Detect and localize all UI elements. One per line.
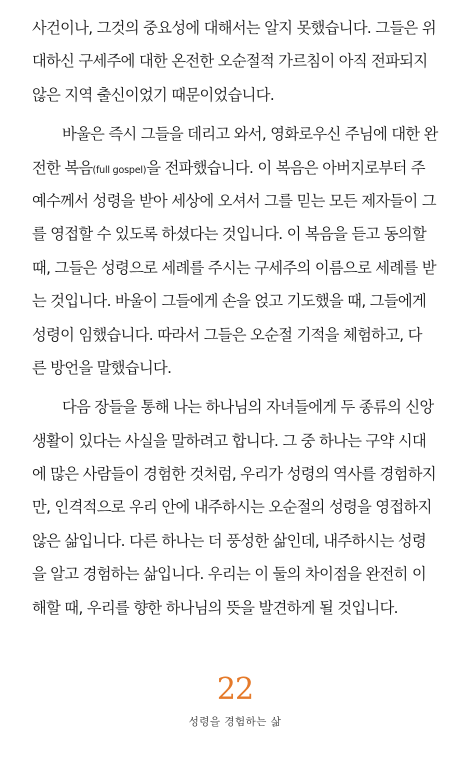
text-line: 성령이 임했습니다. 따라서 그들은 오순절 기적을 체험하고, 다 <box>32 325 422 344</box>
english-annotation: (full gospel) <box>92 164 147 176</box>
text-segment: 전한 복음 <box>32 158 93 177</box>
text-line: 만, 인격적으로 우리 안에 내주하시는 오순절의 성령을 영접하지 <box>32 498 432 517</box>
paragraph-3 <box>32 391 446 625</box>
paragraph-1 <box>32 12 446 112</box>
text-line: 다음 장들을 통해 나는 하나님의 자녀들에게 두 종류의 신앙 <box>62 398 434 417</box>
text-line: 않은 삶입니다. 다른 하나는 더 풍성한 삶인데, 내주하시는 성령 <box>32 531 427 550</box>
running-title: 성령을 경험하는 삶 <box>188 716 282 728</box>
text-line: 않은 지역 출신이었기 때문이었습니다. <box>32 85 275 104</box>
page-number: 22 <box>216 672 254 707</box>
text-line: 때, 그들은 성령으로 세례를 주시는 구세주의 이름으로 세례를 받 <box>32 258 436 277</box>
text-line: 른 방언을 말했습니다. <box>32 358 172 377</box>
text-line: 에 많은 사람들이 경험한 것처럼, 우리가 성령의 역사를 경험하지 <box>32 465 436 484</box>
text-line: 예수께서 성령을 받아 세상에 오셔서 그를 믿는 모든 제자들이 그 <box>32 191 436 210</box>
text-line: 생활이 있다는 사실을 말하려고 합니다. 그 중 하나는 구약 시대 <box>32 431 427 450</box>
text-segment: 을 전파했습니다. 이 복음은 아버지로부터 주 <box>146 158 425 177</box>
text-line: 을 알고 경험하는 삶입니다. 우리는 이 둘의 차이점을 완전히 이 <box>32 565 427 584</box>
text-line: 를 영접할 수 있도록 하셨다는 것입니다. 이 복음을 듣고 동의할 <box>32 225 427 244</box>
text-line: 사건이나, 그것의 중요성에 대해서는 알지 못했습니다. 그들은 위 <box>32 19 436 37</box>
text-line: 해할 때, 우리를 향한 하나님의 뜻을 발견하게 될 것입니다. <box>32 598 398 617</box>
text-line <box>32 152 446 185</box>
text-line: 는 것입니다. 바울이 그들에게 손을 얹고 기도했을 때, 그들에게 <box>32 292 427 311</box>
text-line: 대하신 구세주에 대한 온전한 오순절적 가르침이 아직 전파되지 <box>32 52 428 71</box>
paragraph-2 <box>32 118 446 385</box>
body-text <box>32 12 446 625</box>
text-line: 바울은 즉시 그들을 데리고 와서, 영화로우신 주님에 대한 완 <box>62 125 438 144</box>
